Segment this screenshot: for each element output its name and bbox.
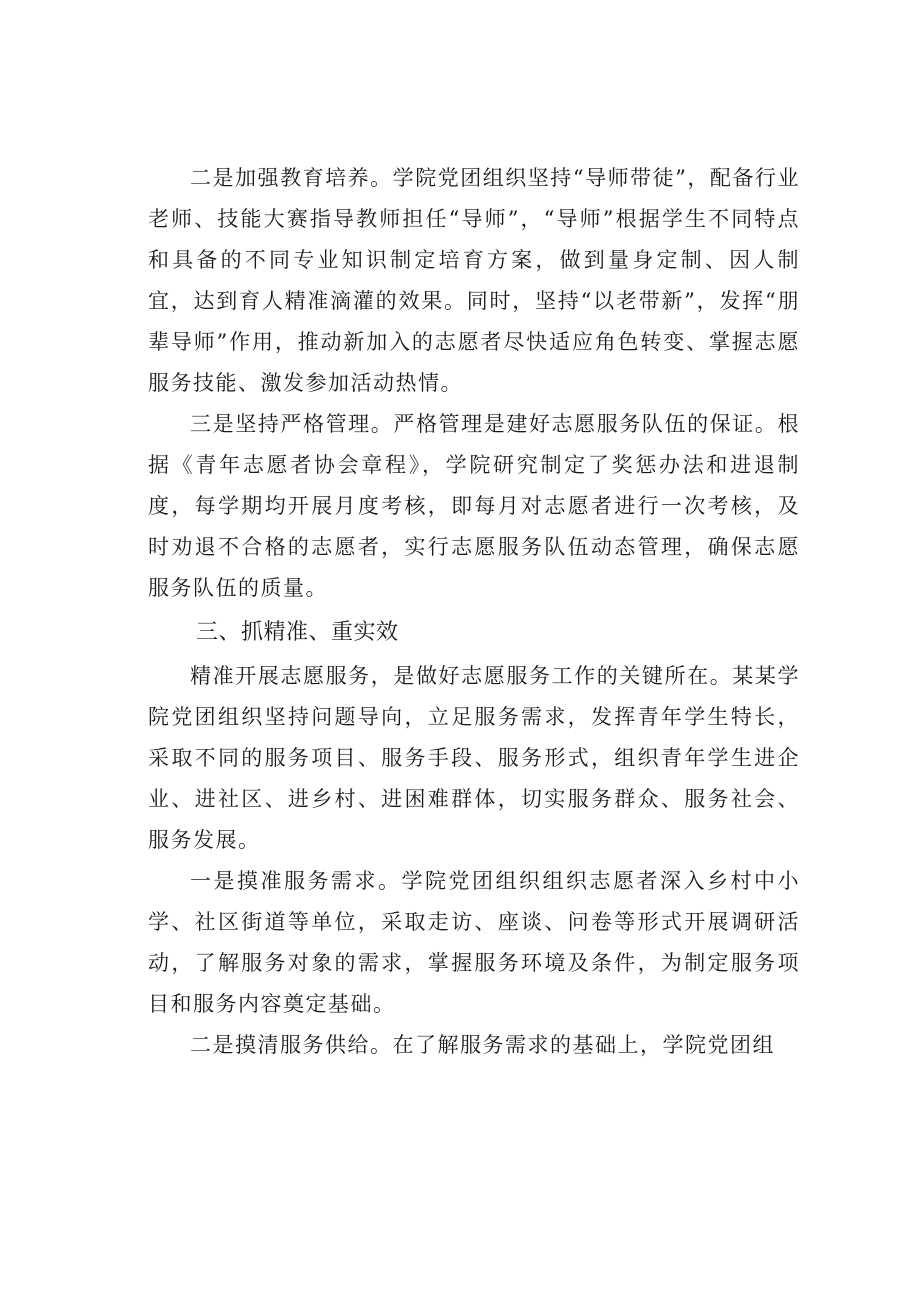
section-heading: 三、抓精准、重实效	[196, 620, 399, 645]
paragraph-section-intro: 精准开展志愿服务，是做好志愿服务工作的关键所在。某某学院党团组织坚持问题导向，立足服务需求，发挥青年学生特长，采取不同的服务项目、服务手段、服务形式，组织青年学生进企业、进社区、进乡村、进困难群体，切实服务群众、服务社会、服务发展。	[148, 664, 800, 852]
paragraph-strict-management: 三是坚持严格管理。严格管理是建好志愿服务队伍的保证。根据《青年志愿者协会章程》，学院研究制定了奖惩办法和进退制度，每学期均开展月度考核，即每月对志愿者进行一次考核，及时劝退不合格的志愿者，实行志愿服务队伍动态管理，确保志愿服务队伍的质量。	[148, 412, 800, 600]
paragraph-service-supply: 二是摸清服务供给。在了解服务需求的基础上，学院党团组	[190, 1033, 775, 1057]
paragraph-service-demand: 一是摸准服务需求。学院党团组织组织志愿者深入乡村中小学、社区街道等单位，采取走访、座谈、问卷等形式开展调研活动，了解服务对象的需求，掌握服务环境及条件，为制定服务项目和服务内容奠定基础。	[148, 869, 800, 1016]
document-body	[148, 158, 800, 1066]
paragraph-education-training: 二是加强教育培养。学院党团组织坚持“导师带徒”，配备行业老师、技能大赛指导教师担任“导师”，“导师”根据学生不同特点和具备的不同专业知识制定培育方案，做到量身定制、因人制宜，达到育人精准滴灌的效果。同时，坚持“以老带新”，发挥“朋辈导师”作用，推动新加入的志愿者尽快适应角色转变、掌握志愿服务技能、激发参加活动热情。	[148, 166, 800, 395]
